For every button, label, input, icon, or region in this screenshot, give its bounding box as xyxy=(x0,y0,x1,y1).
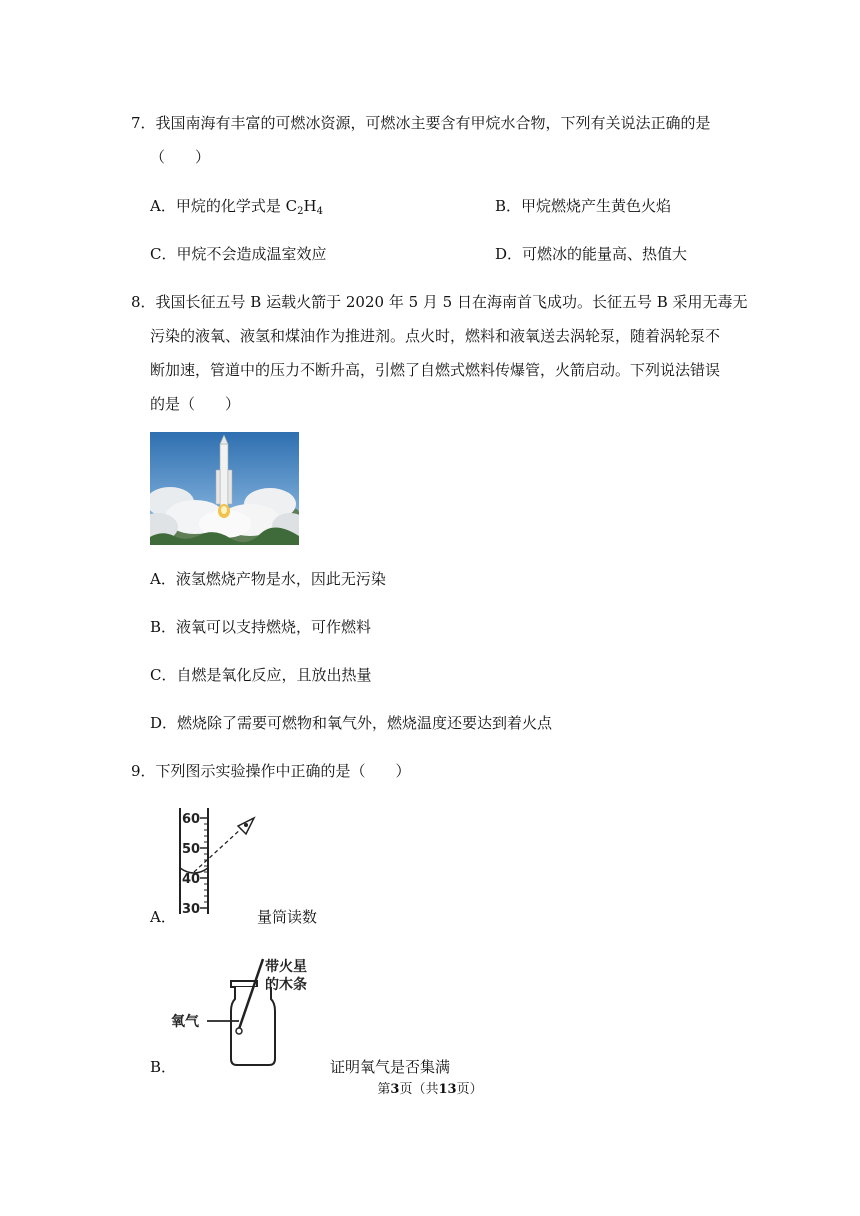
cylinder-tick-40: 40 xyxy=(182,872,201,887)
oxygen-bottle-diagram xyxy=(165,955,335,1073)
cylinder-tick-30: 30 xyxy=(182,902,201,917)
q7-option-a-mid: H xyxy=(303,197,317,215)
q9-option-a-letter: A． xyxy=(150,908,176,926)
splint-label-line1: 带火星 xyxy=(265,959,307,975)
cylinder-tick-60: 60 xyxy=(182,812,201,827)
q8-stem-line2: 污染的液氧、液氢和煤油作为推进剂。点火时，燃料和液氧送去涡轮泵，随着涡轮泵不 xyxy=(150,327,721,345)
q8-stem-line1: 8．我国长征五号 B 运载火箭于 2020 年 5 月 5 日在海南首飞成功。长征五号 B 采用无毒无 xyxy=(131,293,748,311)
q8-option-b: B．液氧可以支持燃烧，可作燃料 xyxy=(150,618,372,636)
q8-option-c: C．自燃是氧化反应，且放出热量 xyxy=(150,666,372,684)
cylinder-tick-50: 50 xyxy=(182,842,201,857)
q9-stem: 9．下列图示实验操作中正确的是（ ） xyxy=(131,762,411,780)
q9-option-a-caption: 量筒读数 xyxy=(257,908,318,926)
footer-suffix: 页） xyxy=(456,1082,483,1097)
page-footer xyxy=(0,1078,860,1097)
q8-stem-line3: 断加速，管道中的压力不断升高，引燃了自燃式燃料传爆管，火箭启动。下列说法错误 xyxy=(150,361,721,379)
footer-page-number: 3 xyxy=(390,1082,400,1097)
footer-prefix: 第 xyxy=(377,1082,391,1097)
oxygen-label: 氧气 xyxy=(171,1014,199,1030)
q7-option-a-sub1: 2 xyxy=(297,206,304,217)
q7-option-b: B．甲烷燃烧产生黄色火焰 xyxy=(495,197,672,215)
rocket-launch-photo xyxy=(150,432,299,545)
graduated-cylinder-diagram xyxy=(168,806,268,918)
q8-stem-line4: 的是（ ） xyxy=(150,395,241,413)
q7-option-a-sub2: 4 xyxy=(316,206,323,217)
rocket-launch-image xyxy=(150,432,299,545)
q7-option-a xyxy=(150,195,323,217)
q7-option-d: D．可燃冰的能量高、热值大 xyxy=(495,245,688,263)
footer-mid: 页（共 xyxy=(399,1082,439,1097)
q8-option-d: D．燃烧除了需要可燃物和氧气外，燃烧温度还要达到着火点 xyxy=(150,714,553,732)
graduated-cylinder-figure xyxy=(168,806,268,918)
q7-stem-line1: 7．我国南海有丰富的可燃冰资源，可燃冰主要含有甲烷水合物，下列有关说法正确的是 xyxy=(131,114,711,132)
footer-total-pages: 13 xyxy=(438,1082,457,1097)
oxygen-bottle-figure xyxy=(165,955,335,1073)
q7-option-a-prefix: A．甲烷的化学式是 C xyxy=(150,197,298,215)
q9-option-b-caption: 证明氧气是否集满 xyxy=(330,1058,451,1076)
q7-stem-line2: （ ） xyxy=(150,148,211,166)
q8-option-a: A．液氢燃烧产物是水，因此无污染 xyxy=(150,570,386,588)
splint-label-line2: 的木条 xyxy=(265,977,307,993)
q7-option-c: C．甲烷不会造成温室效应 xyxy=(150,245,327,263)
q9-option-b-letter: B． xyxy=(150,1058,177,1076)
